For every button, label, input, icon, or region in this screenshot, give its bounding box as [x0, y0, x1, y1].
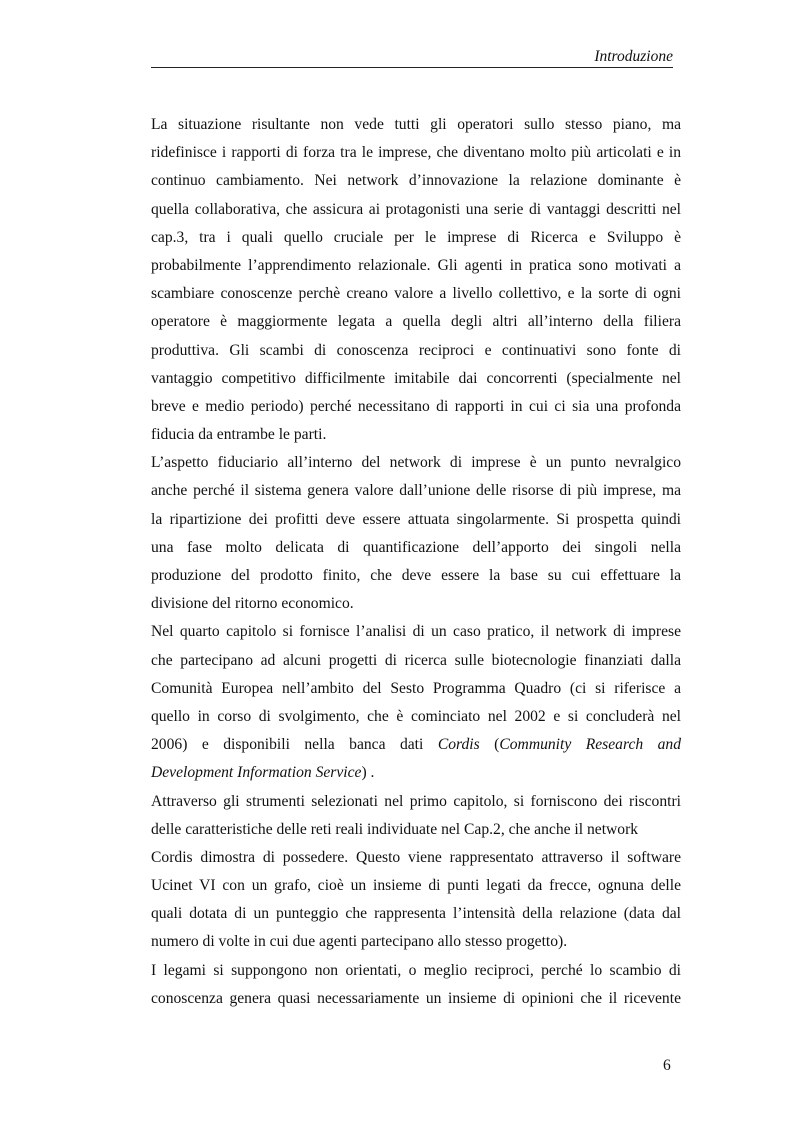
- text-run: Cordis dimostra di possedere. Questo viene rappresentato attraverso il software: [151, 848, 681, 866]
- text-run: I legami si suppongono non orientati, o meglio reciproci, perché lo scambio di: [151, 961, 681, 979]
- text-run: L’aspetto fiduciario all’interno del network di imprese è un punto nevralgico: [151, 454, 681, 472]
- text-run: conoscenza genera quasi necessariamente un insieme di opinioni che il ricevente: [151, 989, 681, 1007]
- text-run: quali dotata di un punteggio che rappresenta l’intensità della relazione (data dal: [151, 905, 681, 923]
- text-run: la ripartizione dei profitti deve essere attuata singolarmente. Si prospetta quindi: [151, 510, 681, 528]
- text-line: [151, 562, 681, 590]
- text-line: [151, 703, 681, 731]
- italic-text: Development Information Service: [151, 764, 362, 782]
- text-run: ) .: [361, 764, 375, 782]
- text-run: una fase molto delicata di quantificazione dell’apporto dei singoli nella: [151, 538, 681, 556]
- text-line: [151, 308, 681, 336]
- italic-text: Community Research and: [499, 736, 682, 754]
- text-run: breve e medio periodo) perché necessitano di rapporti in cui ci sia una profonda: [151, 397, 681, 415]
- text-line: [151, 816, 681, 844]
- text-line: [151, 365, 681, 393]
- text-line: [151, 985, 681, 1013]
- text-line: [151, 167, 681, 195]
- text-line: [151, 252, 681, 280]
- text-line: [151, 957, 681, 985]
- text-run: Ucinet VI con un grafo, cioè un insieme di punti legati da frecce, ognuna delle: [151, 877, 681, 895]
- running-header: [151, 47, 673, 68]
- text-run: numero di volte in cui due agenti partecipano allo stesso progetto).: [151, 933, 568, 951]
- text-line: [151, 590, 681, 618]
- body-text: [151, 111, 681, 1013]
- text-line: [151, 872, 681, 900]
- text-run: ridefinisce i rapporti di forza tra le imprese, che diventano molto più articolati e in: [151, 144, 681, 162]
- text-run: produzione del prodotto finito, che deve essere la base su cui effettuare la: [151, 567, 681, 584]
- text-line: [151, 280, 681, 308]
- text-run: La situazione risultante non vede tutti gli operatori sullo stesso piano, ma: [151, 116, 681, 133]
- text-line: [151, 844, 681, 872]
- text-line: [151, 534, 681, 562]
- text-run: Comunità Europea nell’ambito del Sesto Programma Quadro (ci si riferisce a: [151, 679, 681, 697]
- text-line: [151, 759, 681, 787]
- text-run: delle caratteristiche delle reti reali individuate nel Cap.2, che anche il network: [151, 820, 639, 838]
- text-line: [151, 111, 681, 139]
- text-line: [151, 647, 681, 675]
- text-line: [151, 337, 681, 365]
- text-line: [151, 928, 681, 956]
- text-line: [151, 788, 681, 816]
- text-run: cap.3, tra i quali quello cruciale per le imprese di Ricerca e Sviluppo è: [151, 228, 681, 246]
- text-run: quello in corso di svolgimento, che è cominciato nel 2002 e si concluderà nel: [151, 707, 681, 725]
- text-line: [151, 421, 681, 449]
- text-line: [151, 506, 681, 534]
- text-run: operatore è maggiormente legata a quella degli altri all’interno della filiera: [151, 313, 681, 331]
- page-number: 6: [663, 1057, 671, 1074]
- text-run: vantaggio competitivo difficilmente imitabile dai concorrenti (specialmente nel: [151, 369, 681, 387]
- text-line: [151, 618, 681, 646]
- text-run: Attraverso gli strumenti selezionati nel primo capitolo, si forniscono dei riscontri: [151, 792, 681, 810]
- text-run: Nel quarto capitolo si fornisce l’analisi di un caso pratico, il network di imprese: [151, 623, 681, 641]
- text-run: anche perché il sistema genera valore dall’unione delle risorse di più imprese, ma: [151, 482, 681, 500]
- text-line: [151, 393, 681, 421]
- text-line: [151, 477, 681, 505]
- text-run: divisione del ritorno economico.: [151, 595, 354, 613]
- text-run: (: [479, 736, 500, 754]
- text-run: scambiare conoscenze perchè creano valore a livello collettivo, e la sorte di ogni: [151, 285, 681, 303]
- text-line: [151, 224, 681, 252]
- text-run: continuo cambiamento. Nei network d’innovazione la relazione dominante è: [151, 172, 681, 190]
- text-line: [151, 731, 681, 759]
- text-run: quella collaborativa, che assicura ai protagonisti una serie di vantaggi descritti nel: [151, 200, 681, 218]
- italic-text: Cordis: [437, 736, 480, 754]
- text-line: [151, 449, 681, 477]
- text-run: probabilmente l’apprendimento relazionale. Gli agenti in pratica sono motivati a: [151, 256, 681, 274]
- text-run: produttiva. Gli scambi di conoscenza reciproci e continuativi sono fonte di: [151, 341, 681, 359]
- text-line: [151, 139, 681, 167]
- text-line: [151, 675, 681, 703]
- text-run: fiducia da entrambe le parti.: [151, 426, 327, 444]
- text-line: [151, 900, 681, 928]
- text-run: che partecipano ad alcuni progetti di ricerca sulle biotecnologie finanziati dalla: [151, 651, 681, 669]
- text-line: [151, 196, 681, 224]
- header-title: Introduzione: [594, 48, 673, 65]
- text-run: 2006) e disponibili nella banca dati: [151, 736, 438, 754]
